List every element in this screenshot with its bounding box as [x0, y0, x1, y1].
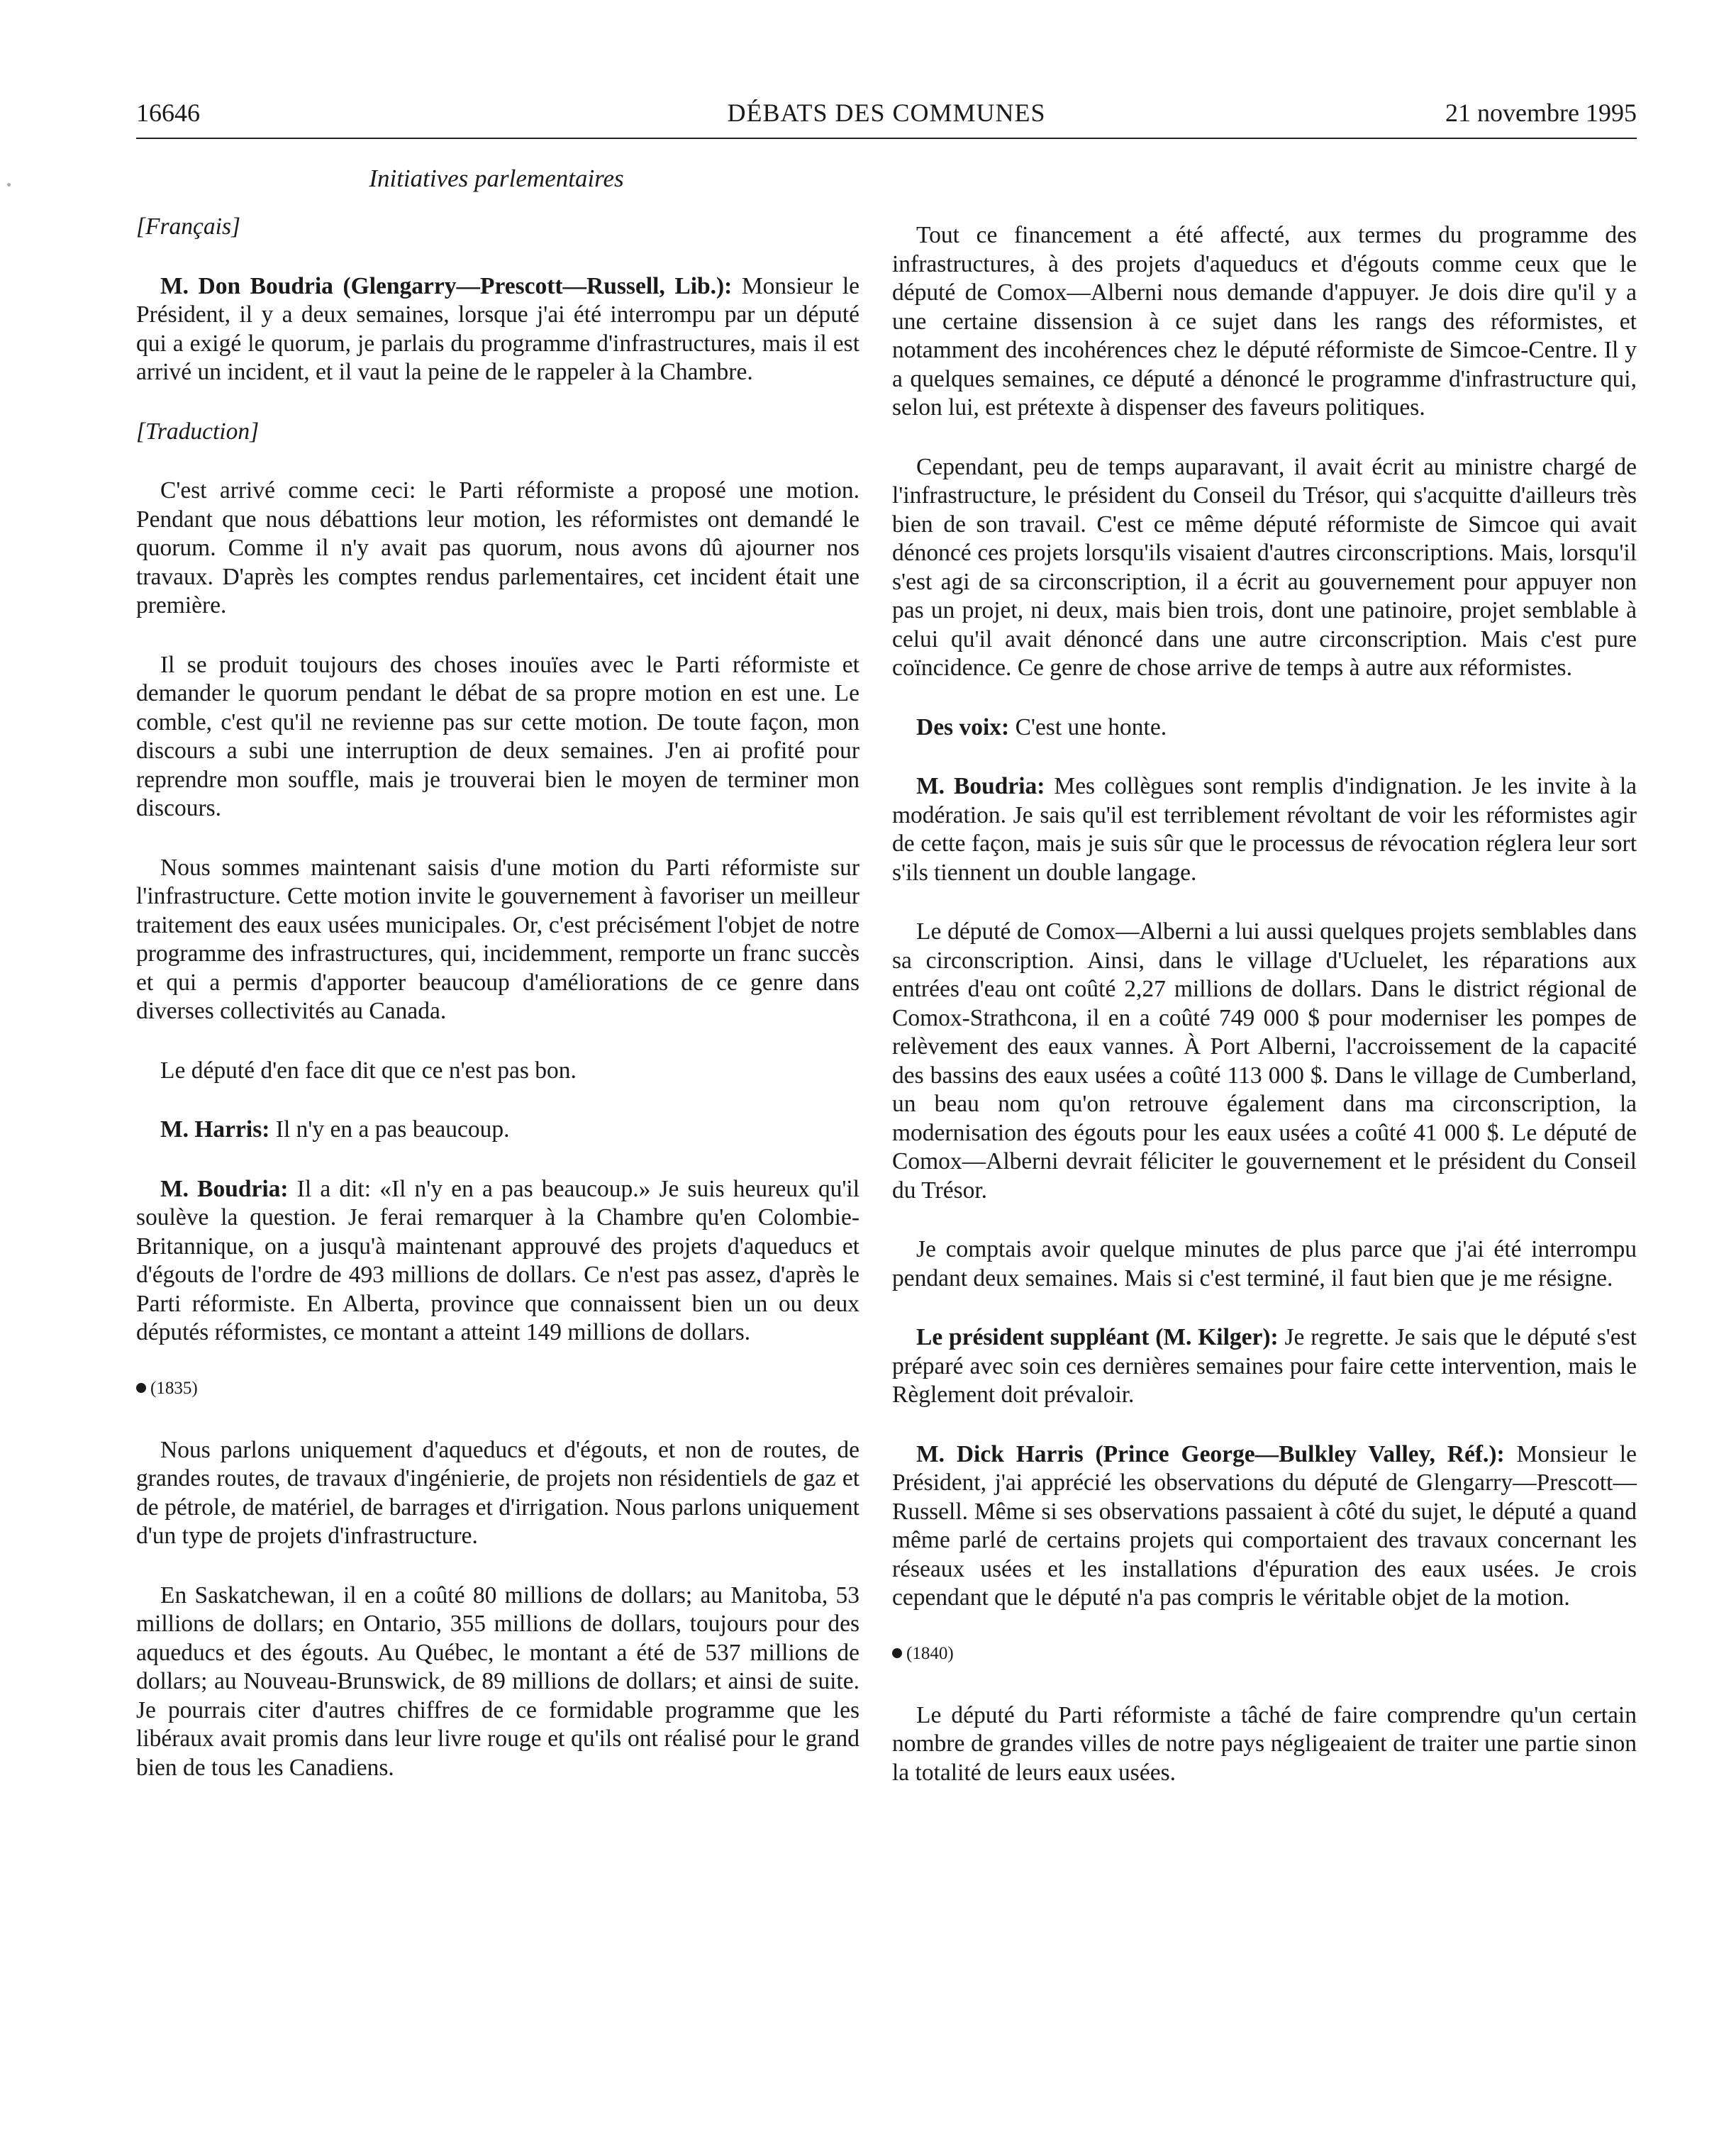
header-rule [136, 138, 1637, 139]
speech-text: Il a dit: «Il n'y en a pas beaucoup.» Je suis heureux qu'il soulève la question. Je ferai remarquer à la Chambre qu'en Colombie-Britannique, on a jusqu'à maintenant approuvé des projets d'aqueducs et d'égouts de l'ordre de 493 millions de dollars. Ce n'est pas assez, d'après le Parti réformiste. En Alberta, province que connaissent bien un ou deux députés réformistes, ce montant a atteint 149 millions de dollars. [136, 1175, 859, 1345]
right-column [892, 221, 1637, 1818]
time-marker-text: (1840) [906, 1643, 954, 1663]
paragraph: C'est arrivé comme ceci: le Parti réformiste a proposé une motion. Pendant que nous débattions leur motion, les réformistes ont demandé le quorum. Comme il n'y avait pas quorum, nous avons dû ajourner nos travaux. D'après les comptes rendus parlementaires, cet incident était une première. [136, 477, 859, 618]
bullet-icon [892, 1648, 902, 1658]
bullet-icon [136, 1383, 146, 1393]
speaker-name: M. Dick Harris (Prince George—Bulkley Valley, Réf.): [916, 1440, 1505, 1467]
speech-text: Monsieur le Président, il y a deux semaines, lorsque j'ai été interrompu par un député qui a exigé le quorum, je parlais du programme d'infrastructures, mais il est arrivé un incident, et il vaut la peine de le rappeler à la Chambre. [136, 272, 859, 385]
page-number: 16646 [136, 99, 200, 127]
paragraph: En Saskatchewan, il en a coûté 80 millions de dollars; au Manitoba, 53 millions de dollars; en Ontario, 355 millions de dollars, toujours pour des aqueducs et des égouts. Au Québec, le montant a été de 537 millions de dollars; au Nouveau-Brunswick, de 89 millions de dollars; et ainsi de suite. Je pourrais citer d'autres chiffres de ce formidable programme que les libéraux avait promis dans leur livre rouge et qu'ils ont réalisé pour le grand bien de tous les Canadiens. [136, 1582, 859, 1781]
paragraph: Nous sommes maintenant saisis d'une motion du Parti réformiste sur l'infrastructure. Cette motion invite le gouvernement à favoriser un meilleur traitement des eaux usées municipales. Or, c'est précisément l'objet de notre programme des infrastructures, qui, incidemment, remporte un franc succès et qui a permis d'apporter beaucoup d'améliorations de ce genre dans diverses collectivités au Canada. [136, 854, 859, 1024]
speaker-name: Le président suppléant (M. Kilger): [916, 1324, 1279, 1350]
paragraph: Cependant, peu de temps auparavant, il avait écrit au ministre chargé de l'infrastructure, le président du Conseil du Trésor, qui s'acquitte d'ailleurs très bien de son travail. C'est ce même député réformiste de Simcoe qui avait dénoncé ces projets lorsqu'ils visaient d'autres circonscriptions. Mais, lorsqu'il s'est agi de sa circonscription, il a écrit au gouvernement pour appuyer non pas un projet, ni deux, mais bien trois, dont une patinoire, projet semblable à celui qu'il avait dénoncé dans une autre circonscription. Mais c'est pure coïncidence. Ce genre de chose arrive de temps à autre aux réformistes. [892, 453, 1637, 681]
margin-speck [7, 183, 11, 187]
speech-paragraph [892, 1323, 1637, 1410]
paragraph: Tout ce financement a été affecté, aux termes du programme des infrastructures, à des projets d'aqueducs et d'égouts comme ceux que le député de Comox—Alberni nous demande d'appuyer. Je dois dire qu'il y a une certaine dissension à ce sujet dans les rangs des réformistes, et notamment des incohérences chez le député réformiste de Simcoe-Centre. Il y a quelques semaines, ce député a dénoncé le programme d'infrastructure qui, selon lui, est prétexte à dispenser des faveurs politiques. [892, 222, 1637, 421]
speech-paragraph [136, 1175, 859, 1348]
time-marker [892, 1643, 1637, 1665]
page-header [136, 98, 1637, 140]
speech-paragraph [892, 713, 1637, 743]
time-marker [136, 1378, 859, 1399]
time-marker-text: (1835) [150, 1378, 198, 1398]
paragraph: Nous parlons uniquement d'aqueducs et d'égouts, et non de routes, de grandes routes, de travaux d'ingénierie, de projets non résidentiels de gaz et de pétrole, de matériel, de barrages et d'irrigation. Nous parlons uniquement d'un type de projets d'infrastructure. [136, 1436, 859, 1549]
paragraph: Le député du Parti réformiste a tâché de faire comprendre qu'un certain nombre de grandes villes de notre pays négligeaient de traiter une partie sinon la totalité de leurs eaux usées. [892, 1701, 1637, 1786]
speaker-name: M. Boudria: [160, 1175, 289, 1202]
left-column [136, 213, 859, 1813]
speaker-name: Des voix: [916, 713, 1010, 740]
paragraph: Je comptais avoir quelque minutes de plus parce que j'ai été interrompu pendant deux semaines. Mais si c'est terminé, il faut bien que je me résigne. [892, 1236, 1637, 1291]
speech-paragraph [892, 1440, 1637, 1613]
speaker-name: M. Harris: [160, 1116, 270, 1143]
speech-text: Monsieur le Président, j'ai apprécié les observations du député de Glengarry—Prescott—Russell. Même si ses observations passaient à côté du sujet, le député a quand même parlé de certains projets qui comportaient des travaux concernant les réseaux usées et les installations d'épuration des eaux usées. Je crois cependant que le député n'a pas compris le véritable objet de la motion. [892, 1440, 1637, 1611]
paragraph: Il se produit toujours des choses inouïes avec le Parti réformiste et demander le quorum pendant le débat de sa propre motion en est une. Le comble, c'est qu'il ne revienne pas sur cette motion. De toute façon, mon discours a subi une interruption de deux semaines. J'en ai profité pour reprendre mon souffle, mais je trouverai bien le moyen de terminer mon discours. [136, 651, 859, 821]
paragraph: Le député d'en face dit que ce n'est pas bon. [160, 1057, 577, 1084]
speech-paragraph [136, 272, 859, 387]
speech-text: Il n'y en a pas beaucoup. [269, 1116, 510, 1143]
speaker-name: M. Don Boudria (Glengarry—Prescott—Russell, Lib.): [160, 272, 733, 299]
publication-title: DÉBATS DES COMMUNES [727, 99, 1046, 127]
speaker-name: M. Boudria: [916, 773, 1045, 799]
paragraph: Le député de Comox—Alberni a lui aussi quelques projets semblables dans sa circonscription. Ainsi, dans le village d'Ucluelet, les réparations aux entrées d'eau ont coûté 2,27 millions de dollars. Dans le district régional de Comox-Strathcona, il en a coûté 749 000 $ pour moderniser les pompes de relèvement des eaux vannes. À Port Alberni, l'accroissement de la capacité des bassins des eaux usées a coûté 113 000 $. Dans le village de Cumberland, un beau nom qu'on retrouve également dans ma circonscription, la modernisation des égouts pour les eaux usées a coûté 41 000 $. Le député de Comox—Alberni devrait féliciter le gouvernement et le président du Conseil du Trésor. [892, 918, 1637, 1204]
language-tag: [Traduction] [136, 418, 260, 445]
speech-text: Mes collègues sont remplis d'indignation. Je les invite à la modération. Je sais qu'il est terriblement révoltant de voir les réformistes agir de cette façon, mais je suis sûr que le processus de révocation réglera leur sort s'ils tiennent un double langage. [892, 773, 1637, 886]
speech-paragraph [136, 1116, 859, 1145]
speech-text: C'est une honte. [1009, 713, 1167, 740]
section-heading: Initiatives parlementaires [369, 165, 624, 192]
publication-date: 21 novembre 1995 [1445, 99, 1637, 127]
speech-paragraph [892, 772, 1637, 887]
speech-text: Je regrette. Je sais que le député s'est préparé avec soin ces dernières semaines pour faire cette intervention, mais le Règlement doit prévaloir. [892, 1324, 1637, 1408]
language-tag: [Français] [136, 213, 241, 240]
